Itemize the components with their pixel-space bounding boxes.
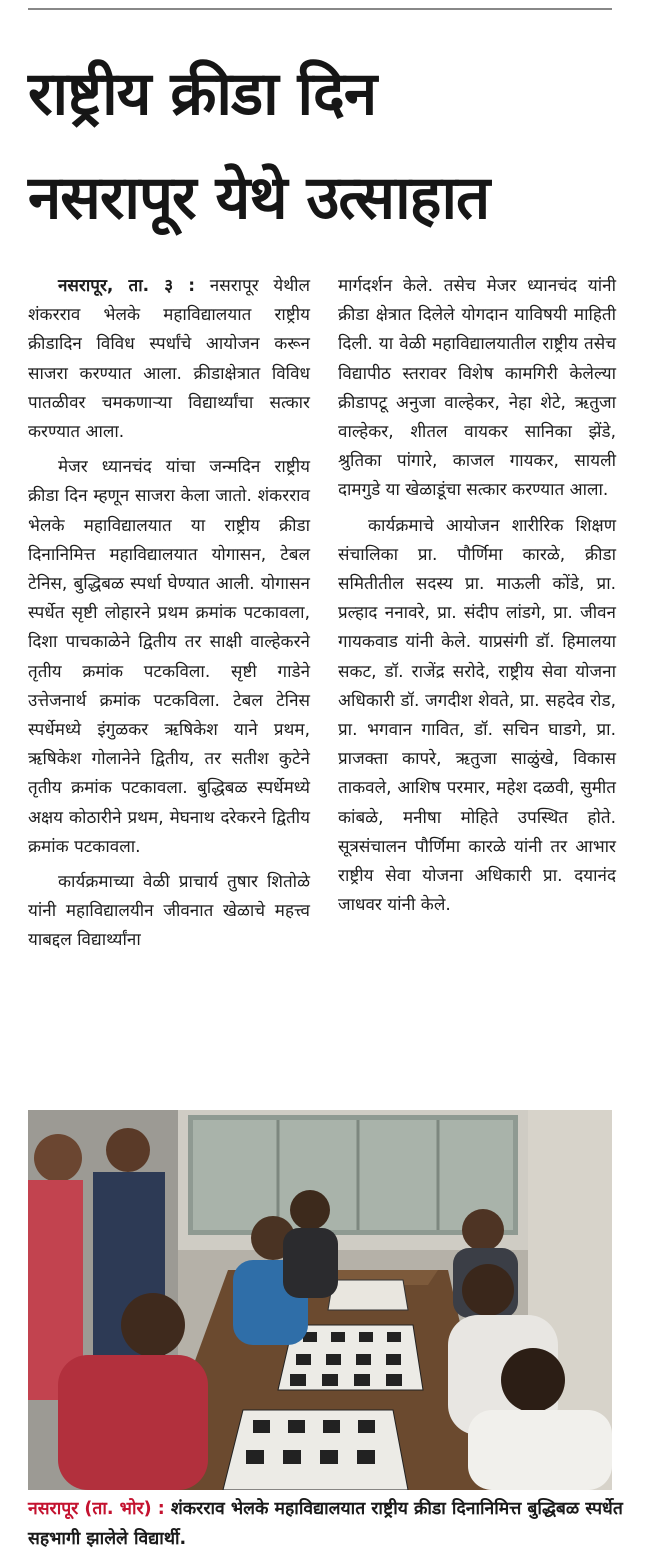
- dateline: नसरापूर, ता. ३ :: [58, 276, 196, 296]
- paragraph: [28, 272, 310, 447]
- caption-lead: नसरापूर (ता. भोर) :: [28, 1499, 165, 1519]
- headline-line-2: नसरापूर येथे उत्साहात: [28, 163, 490, 233]
- article-body: [28, 272, 616, 1092]
- chess-tournament-photo: [28, 1110, 612, 1490]
- paragraph: मार्गदर्शन केले. तसेच मेजर ध्यानचंद यांनी क्रीडा क्षेत्रात दिलेले योगदान याविषयी माहिती दिली. या वेळी महाविद्यालयातील राष्ट्रीय तसेच विद्यापीठ स्तरावर विशेष कामगिरी केलेल्या क्रीडापटू अनुजा वाल्हेकर, नेहा शेटे, ऋतुजा वाल्हेकर, शीतल वायकर सानिका झेंडे, श्रुतिका पांगारे, काजल गायकर, सायली दामगुडे या खेळाडूंचा सत्कार करण्यात आला.: [338, 276, 616, 501]
- photo-caption: [28, 1494, 628, 1554]
- headline-line-1: राष्ट्रीय क्रीडा दिन: [28, 59, 377, 129]
- top-rule: [28, 8, 612, 10]
- paragraph-text: नसरापूर येथील शंकरराव भेलके महाविद्यालयात राष्ट्रीय क्रीडादिन विविध स्पर्धांचे आयोजन करून साजरा करण्यात आला. क्रीडाक्षेत्रात विविध पातळीवर चमकणाऱ्या विद्यार्थ्यांचा सत्कार करण्यात आला.: [28, 276, 311, 443]
- paragraph: मेजर ध्यानचंद यांचा जन्मदिन राष्ट्रीय क्रीडा दिन म्हणून साजरा केला जातो. शंकरराव भेलके महाविद्यालयात या राष्ट्रीय क्रीडा दिनानिमित्त महाविद्यालयात योगासन, टेबल टेनिस, बुद्धिबळ स्पर्धा घेण्यात आली. योगासन स्पर्धेत सृष्टी लोहारने प्रथम क्रमांक पटकावला, दिशा पाचकाळेने द्वितीय तर साक्षी वाल्हेकरने तृतीय क्रमांक पटकविला. सृष्टी गाडेने उत्तेजनार्थ क्रमांक पटकविला. टेबल टेनिस स्पर्धेमध्ये इंगुळकर ऋषिकेश याने प्रथम, ऋषिकेश गोलानेने द्वितीय, तर सतीश कुटेने तृतीय क्रमांक पटकावला. बुद्धिबळ स्पर्धेमध्ये अक्षय कोठारीने प्रथम, मेघनाथ दरेकरने द्वितीय क्रमांक पटकावला.: [28, 457, 310, 857]
- caption-text: शंकरराव भेलके महाविद्यालयात राष्ट्रीय क्रीडा दिनानिमित्त बुद्धिबळ स्पर्धेत सहभागी झालेले विद्यार्थी.: [28, 1499, 623, 1549]
- article-column-right: [338, 272, 616, 926]
- article-column-left: [28, 272, 310, 962]
- paragraph: कार्यक्रमाच्या वेळी प्राचार्य तुषार शितोळे यांनी महाविद्यालयीन जीवनात खेळाचे महत्त्व याबद्दल विद्यार्थ्यांना: [28, 872, 310, 951]
- headline: [28, 42, 628, 250]
- paragraph: कार्यक्रमाचे आयोजन शारीरिक शिक्षण संचालिका प्रा. पौर्णिमा कारळे, क्रीडा समितीतील सदस्य प्रा. माऊली कोंडे, प्रा. प्रल्हाद ननावरे, प्रा. संदीप लांडगे, प्रा. जीवन गायकवाड यांनी केले. याप्रसंगी डॉ. हिमालया सकट, डॉ. राजेंद्र सरोदे, राष्ट्रीय सेवा योजना अधिकारी डॉ. जगदीश शेवते, प्रा. सहदेव रोड, प्रा. भगवान गावित, डॉ. सचिन घाडगे, प्रा. प्राजक्ता कापरे, ऋतुजा साळुंखे, विकास ताकवले, आशिष परमार, महेश दळवी, सुमीत कांबळे, मनीषा मोहिते उपस्थित होते. सूत्रसंचालन पौर्णिमा कारळे यांनी तर आभार राष्ट्रीय सेवा योजना अधिकारी प्रा. दयानंद जाधवर यांनी केले.: [338, 515, 616, 916]
